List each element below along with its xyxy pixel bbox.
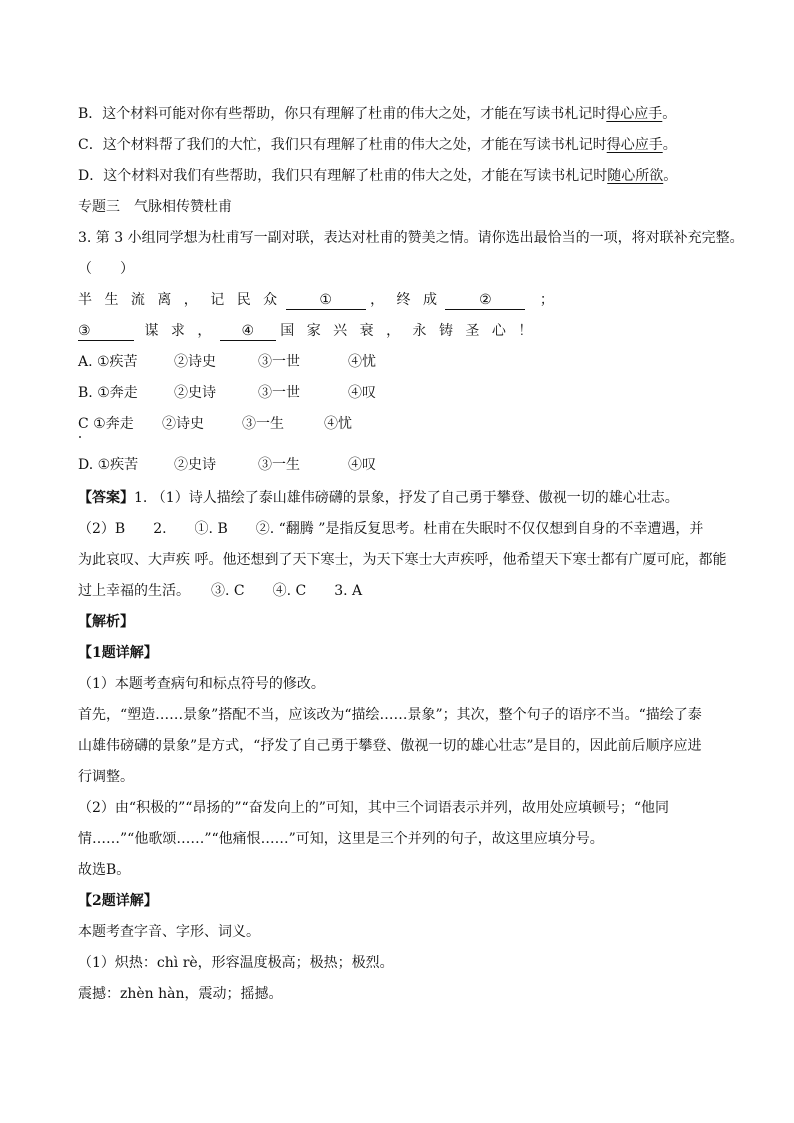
option-b-line: B．这个材料可能对你有些帮助，你只有理解了杜甫的伟大之处，才能在写读书札记时得心应手。 <box>78 106 677 122</box>
analysis-para: 情……”“他歌颂……”“他痛恨……”可知，这里是三个并列的句子，故这里应填分号。 <box>78 831 604 847</box>
analysis-para: 故选B。 <box>78 862 131 878</box>
analysis-para: 山雄伟磅礴的景象”是方式，“抒发了自己勇于攀登、傲视一切的雄心壮志”是目的，因此前后顺序应进 <box>78 738 702 754</box>
analysis-para: （1）炽热：chì rè，形容温度极高；极热；极烈。 <box>78 955 394 971</box>
analysis-para: 行调整。 <box>78 769 134 785</box>
answer-line-1: 【答案】1. （1）诗人描绘了泰山雄伟磅礴的景象，抒发了自己勇于攀登、傲视一切的雄心壮志。 <box>78 490 679 506</box>
choice-a: A. ①疾苦 ②诗史 ③一世 ④忧 <box>78 354 376 370</box>
analysis-para: 震撼：zhèn hàn，震动；摇撼。 <box>78 986 283 1002</box>
underlined-idiom: 得心应手 <box>606 106 663 122</box>
option-c-line: C．这个材料帮了我们的大忙，我们只有理解了杜甫的伟大之处，才能在写读书札记时得心应手。 <box>78 137 677 153</box>
detail-heading-1: 【1题详解】 <box>78 645 158 661</box>
blank-2: ② <box>445 291 525 310</box>
question-3: 3. 第 3 小组同学想为杜甫写一副对联，表达对杜甫的赞美之情。请你选出最恰当的一项，将对联补充完整。 <box>78 230 744 246</box>
section-heading: 专题三 气脉相传赞杜甫 <box>78 199 232 215</box>
answer-tag: 【答案】 <box>78 490 134 506</box>
stray-dot <box>79 436 81 438</box>
option-d-line: D．这个材料对我们有些帮助，我们只有理解了杜甫的伟大之处，才能在写读书札记时随心所欲。 <box>78 168 678 184</box>
answer-line-4: 过上幸福的生活。 ③. C ④. C 3. A <box>78 583 363 599</box>
choice-b: B. ①奔走 ②史诗 ③一世 ④叹 <box>78 385 376 401</box>
choice-d: D. ①疾苦 ②史诗 ③一生 ④叹 <box>78 457 376 473</box>
analysis-para: （1）本题考查病句和标点符号的修改。 <box>78 676 325 692</box>
choice-c: C ①奔走 ②诗史 ③一生 ④忧 <box>78 416 352 432</box>
detail-heading-2: 【2题详解】 <box>78 893 158 909</box>
blank-3: ③ <box>78 322 134 341</box>
answer-line-2: （2）B 2. ①. B ②. “翻腾 ”是指反复思考。杜甫在失眠时不仅仅想到自身的不幸遭遇，并 <box>78 521 704 537</box>
blank-4: ④ <box>220 322 276 341</box>
couplet-line-2: ③ 谋 求 ， ④ 国 家 兴 衰 ， 永 铸 圣 心 ！ <box>78 323 537 339</box>
blank-1: ① <box>286 291 366 310</box>
analysis-para: （2）由“积极的”“昂扬的”“奋发向上的”可知，其中三个词语表示并列，故用处应填顿号；“他同 <box>78 800 670 816</box>
answer-line-3: 为此哀叹、大声疾 呼。他还想到了天下寒士，为天下寒士大声疾呼，他希望天下寒士都有广厦可庇，都能 <box>78 552 727 568</box>
analysis-tag: 【解析】 <box>78 614 134 630</box>
couplet-line-1: 半 生 流 离 ， 记 民 众 ① ， 终 成 ② ； <box>78 292 558 308</box>
analysis-para: 本题考查字音、字形、词义。 <box>78 924 260 940</box>
analysis-para: 首先，“塑造……景象”搭配不当，应该改为“描绘……景象”；其次，整个句子的语序不当。“描绘了泰 <box>78 707 702 723</box>
answer-paren: （ ） <box>78 261 134 277</box>
underlined-idiom: 随心所欲 <box>607 168 664 184</box>
underlined-idiom: 得心应手 <box>606 137 663 153</box>
